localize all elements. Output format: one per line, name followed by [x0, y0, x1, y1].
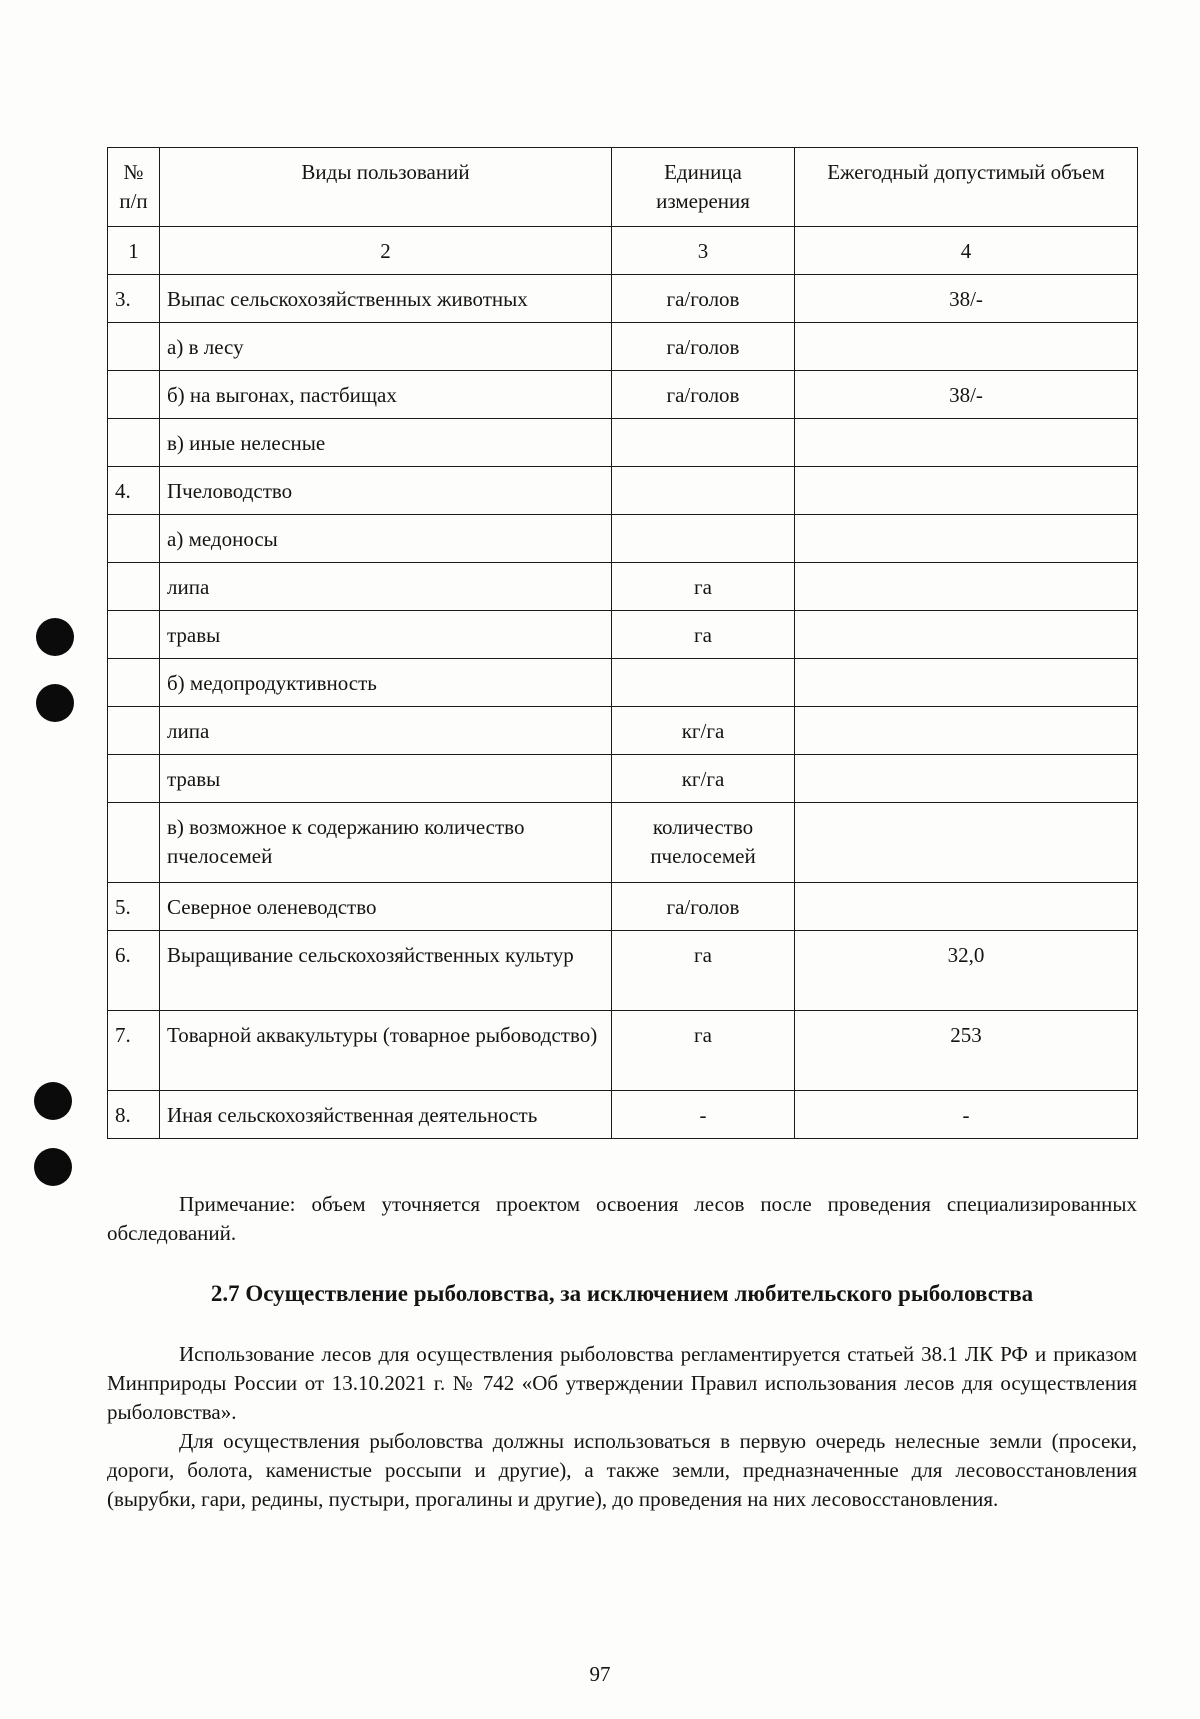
row-number: [108, 418, 160, 466]
row-usage-type: травы: [160, 754, 612, 802]
row-volume: [795, 658, 1138, 706]
header-annual-volume: Ежегодный допустимый объем: [795, 148, 1138, 227]
row-usage-type: Выпас сельскохозяйственных животных: [160, 274, 612, 322]
row-unit: га/голов: [612, 370, 795, 418]
table-row: [108, 562, 1138, 610]
row-volume: [795, 610, 1138, 658]
row-number: 3.: [108, 274, 160, 322]
row-number: 4.: [108, 466, 160, 514]
row-unit: га/голов: [612, 274, 795, 322]
row-volume: [795, 754, 1138, 802]
table-row: [108, 1090, 1138, 1138]
row-usage-type: в) иные нелесные: [160, 418, 612, 466]
table-row: [108, 274, 1138, 322]
row-usage-type: травы: [160, 610, 612, 658]
table-index-row: [108, 227, 1138, 275]
row-unit: га: [612, 610, 795, 658]
row-volume: [795, 514, 1138, 562]
page-number: 97: [589, 1662, 611, 1686]
header-number: № п/п: [108, 148, 160, 227]
table-row: [108, 370, 1138, 418]
row-usage-type: Иная сельскохозяйственная деятельность: [160, 1090, 612, 1138]
row-number: [108, 754, 160, 802]
body-paragraph: Для осуществления рыболовства должны использоваться в первую очередь нелесные земли (просеки, дороги, болота, каменистые россыпи и другие), а также земли, предназначенные для лесовосстановления (вырубки, гари, редины, пустыри, прогалины и другие), до проведения на них лесовосстановления.: [107, 1429, 1137, 1511]
table-row: [108, 802, 1138, 882]
row-usage-type: а) медоносы: [160, 514, 612, 562]
table-row: [108, 882, 1138, 930]
row-number: [108, 658, 160, 706]
row-usage-type: липа: [160, 562, 612, 610]
table-header-row: [108, 148, 1138, 227]
row-usage-type: в) возможное к содержанию количество пчелосемей: [160, 802, 612, 882]
table-row: [108, 322, 1138, 370]
row-usage-type: а) в лесу: [160, 322, 612, 370]
row-usage-type: Товарной аквакультуры (товарное рыбоводство): [160, 1010, 612, 1090]
row-volume: 253: [795, 1010, 1138, 1090]
row-unit: кг/га: [612, 754, 795, 802]
row-usage-type: б) медопродуктивность: [160, 658, 612, 706]
section-heading: 2.7 Осуществление рыболовства, за исключением любительского рыболовства: [210, 1281, 1034, 1306]
table-row: [108, 754, 1138, 802]
body-paragraph: Использование лесов для осуществления рыболовства регламентируется статьей 38.1 ЛК РФ и приказом Минприроды России от 13.10.2021 г. № 742 «Об утверждении Правил использования лесов для осуществления рыболовства».: [107, 1342, 1137, 1424]
punch-hole: [34, 1148, 72, 1186]
row-unit: -: [612, 1090, 795, 1138]
table-row: [108, 1010, 1138, 1090]
punch-hole: [34, 1082, 72, 1120]
row-number: 6.: [108, 930, 160, 1010]
row-volume: 38/-: [795, 370, 1138, 418]
row-usage-type: липа: [160, 706, 612, 754]
table-row: [108, 610, 1138, 658]
row-volume: 38/-: [795, 274, 1138, 322]
forest-usage-table: [107, 147, 1138, 1139]
table-row: [108, 706, 1138, 754]
table-row: [108, 930, 1138, 1010]
row-number: [108, 514, 160, 562]
row-volume: [795, 706, 1138, 754]
row-volume: [795, 882, 1138, 930]
row-number: [108, 322, 160, 370]
row-volume: [795, 466, 1138, 514]
row-number: 8.: [108, 1090, 160, 1138]
row-unit: [612, 514, 795, 562]
table-note: Примечание: объем уточняется проектом освоения лесов после проведения специализированных обследований.: [107, 1192, 1137, 1245]
row-unit: га: [612, 930, 795, 1010]
table-row: [108, 658, 1138, 706]
index-cell: 3: [612, 227, 795, 275]
row-number: 5.: [108, 882, 160, 930]
row-volume: [795, 802, 1138, 882]
row-usage-type: Пчеловодство: [160, 466, 612, 514]
punch-hole: [36, 684, 74, 722]
row-number: [108, 802, 160, 882]
row-usage-type: Северное оленеводство: [160, 882, 612, 930]
row-number: 7.: [108, 1010, 160, 1090]
row-volume: [795, 562, 1138, 610]
punch-hole: [36, 618, 74, 656]
row-usage-type: б) на выгонах, пастбищах: [160, 370, 612, 418]
row-number: [108, 706, 160, 754]
row-unit: га: [612, 1010, 795, 1090]
table-row: [108, 418, 1138, 466]
index-cell: 2: [160, 227, 612, 275]
row-number: [108, 370, 160, 418]
header-usage-type: Виды пользований: [160, 148, 612, 227]
table-row: [108, 514, 1138, 562]
index-cell: 1: [108, 227, 160, 275]
row-volume: [795, 418, 1138, 466]
row-unit: га/голов: [612, 882, 795, 930]
row-unit: кг/га: [612, 706, 795, 754]
row-number: [108, 562, 160, 610]
row-volume: 32,0: [795, 930, 1138, 1010]
row-volume: -: [795, 1090, 1138, 1138]
row-unit: [612, 418, 795, 466]
row-usage-type: Выращивание сельскохозяйственных культур: [160, 930, 612, 1010]
row-number: [108, 610, 160, 658]
header-unit: Единица измерения: [612, 148, 795, 227]
table-row: [108, 466, 1138, 514]
row-unit: количество пчелосемей: [612, 802, 795, 882]
row-unit: [612, 658, 795, 706]
row-unit: га: [612, 562, 795, 610]
row-unit: [612, 466, 795, 514]
row-volume: [795, 322, 1138, 370]
row-unit: га/голов: [612, 322, 795, 370]
index-cell: 4: [795, 227, 1138, 275]
